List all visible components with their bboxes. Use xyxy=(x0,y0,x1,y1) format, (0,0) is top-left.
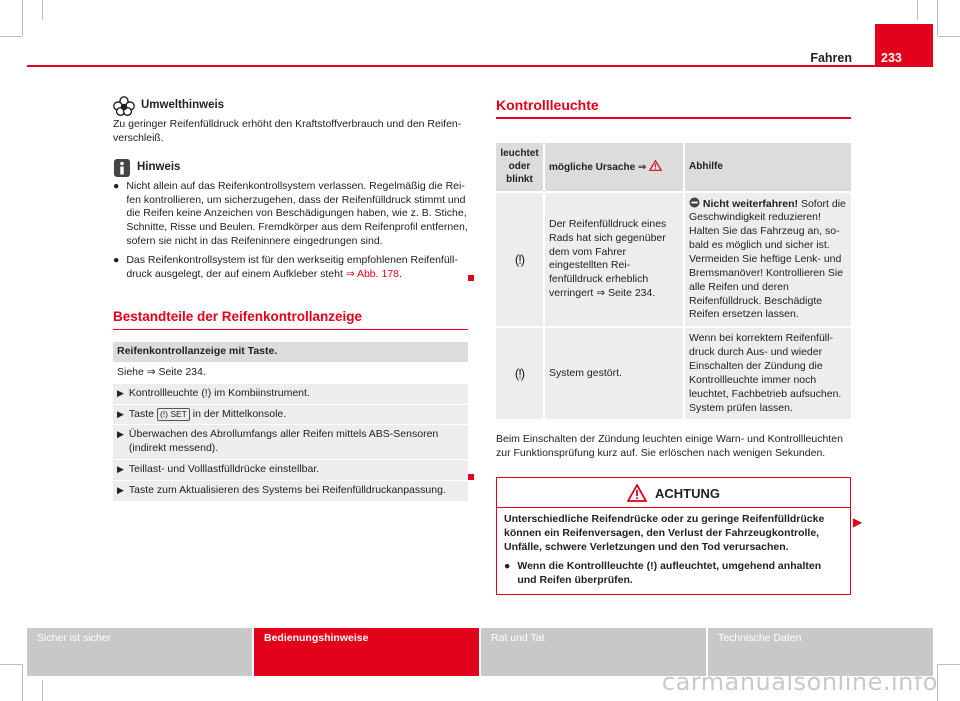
hint-bullet-text: Nicht allein auf das Reifenkontrollsystem verlassen. Regelmäßig die Reifen kontrollieren, um sicherzugehen, dass der Reifenfülldruck stimmt und die Reifen keine Anzeichen von Beschädigungen haben, wie z. B. Stiche, Schnitte, Risse und Beulen. Fremdkörper aus dem Reifenprofil entfernen, sofern sie nicht in das Reifeninnere eingedrungen sind. xyxy=(126,179,468,248)
page-title: Fahren xyxy=(810,51,852,65)
arrow-right-icon: ▶ xyxy=(117,408,124,419)
crop-mark xyxy=(938,664,960,665)
set-button-key: (!) SET xyxy=(157,408,190,421)
header-rule xyxy=(27,65,933,67)
hint-bullet-text: Das Reifenkontrollsystem ist für den werkseitig empfohlenen Reifenfülldruck ausgelegt, der auf einem Aufkleber steht xyxy=(126,254,458,280)
arrow-right-icon: ▶ xyxy=(117,464,124,475)
list-item-text: Teillast- und Volllastfülldrücke einstellbar. xyxy=(128,463,320,476)
remedy-strong: Nicht weiterfahren! xyxy=(702,197,799,210)
column-header-remedy: Abhilfe xyxy=(684,143,851,192)
footer-tab-operating[interactable]: Bedienungshinweise xyxy=(254,628,481,676)
components-table-header: Reifenkontrollanzeige mit Taste. xyxy=(113,342,468,362)
warning-title: ACHTUNG xyxy=(655,485,720,501)
warning-text: Unterschiedliche Reifendrücke oder zu geringe Reifenfülldrücke können ein Reifenversagen, den Verlust der Fahrzeugkontrolle, Unfälle, schwere Verletzungen und den Tod verursachen. xyxy=(504,513,825,553)
crop-mark xyxy=(22,0,23,36)
table-row xyxy=(496,192,851,328)
section-end-marker xyxy=(468,275,474,281)
footer-tab-safety[interactable]: Sicher ist sicher xyxy=(27,628,254,676)
arrow-right-icon: ▶ xyxy=(117,429,124,440)
section-rule xyxy=(113,329,468,331)
flower-icon xyxy=(113,96,135,116)
warning-bullet-text xyxy=(517,560,843,588)
remedy-text: Sofort die Geschwindigkeit reduzieren! Halten Sie das Fahrzeug an, sobald es möglich und sicher ist. Vermeiden Sie heftige Lenk- und Bremsmanöver! Kontrollieren Sie alle Reifen und deren Reifenfülldruck. Beschädigte Reifen ersetzen lassen. xyxy=(689,197,846,321)
list-item-text xyxy=(129,408,286,422)
table-header-row xyxy=(496,143,851,192)
warning-box xyxy=(496,477,851,595)
environment-note-heading xyxy=(113,96,468,116)
list-item xyxy=(113,425,468,459)
hint-heading xyxy=(113,158,468,178)
warning-triangle-icon xyxy=(649,160,662,171)
info-icon xyxy=(113,158,131,178)
components-see-reference[interactable]: Siehe ⇒ Seite 234. xyxy=(113,363,468,383)
right-column xyxy=(496,96,851,595)
ignition-note: Beim Einschalten der Zündung leuchten einige Warn- und Kontrollleuchten zur Funktionsprüfung kurz auf. Sie erlöschen nach wenigen Sekunden. xyxy=(496,433,843,460)
indicator-table xyxy=(496,143,851,419)
section-end-marker xyxy=(468,474,474,480)
remedy-cell xyxy=(684,192,851,328)
components-section-title: Bestandteile der Reifenkontrollanzeige xyxy=(113,308,363,324)
crop-mark xyxy=(42,680,43,701)
tpms-warning-icon: (!) xyxy=(646,559,658,572)
list-item xyxy=(113,405,468,425)
warning-bullet-before: Wenn die Kontrollleuchte xyxy=(517,559,644,572)
item-text: Kontrollleuchte xyxy=(128,386,199,399)
list-item-text: Taste zum Aktualisieren des Systems bei Reifenfülldruckanpassung. xyxy=(128,484,446,497)
footer-tab-technical[interactable]: Technische Daten xyxy=(708,628,933,676)
item-text: Taste xyxy=(128,407,155,420)
left-column xyxy=(113,96,468,502)
column-header-status: leuchtet oder blinkt xyxy=(496,143,544,192)
warning-body xyxy=(497,508,850,594)
cause-header-text: mögliche Ursache ⇒ xyxy=(549,161,647,173)
footer-tab-advice[interactable]: Rat und Tat xyxy=(481,628,708,676)
crop-mark xyxy=(0,664,22,665)
list-item xyxy=(113,481,468,501)
warning-bullet-after: aufleuchtet, umgehend anhalten und Reifen überprüfen. xyxy=(517,559,822,586)
column-header-cause xyxy=(544,143,684,192)
crop-mark xyxy=(937,0,938,36)
section-rule xyxy=(496,117,851,119)
list-item xyxy=(113,460,468,480)
hint-bullet xyxy=(113,254,468,282)
crop-mark xyxy=(938,36,960,37)
crop-mark xyxy=(22,664,23,701)
stop-icon xyxy=(689,197,700,208)
arrow-right-icon: ▶ xyxy=(117,387,124,398)
hint-bullet-suffix: . xyxy=(399,267,402,280)
tpms-warning-icon: (!) xyxy=(496,192,544,328)
bullet-dot: ● xyxy=(504,559,511,572)
crop-mark xyxy=(917,0,918,20)
arrow-right-icon: ▶ xyxy=(117,485,124,496)
warning-triangle-icon xyxy=(627,484,647,502)
watermark: carmanualsonline.info xyxy=(661,668,938,697)
list-item-text: Überwachen des Abrollumfangs aller Reifen mittels ABS-Sensoren (indirekt messend). xyxy=(128,428,439,455)
figure-link[interactable]: ⇒ Abb. 178 xyxy=(345,267,399,280)
tpms-warning-icon: (!) xyxy=(496,327,544,419)
bullet-dot: ● xyxy=(113,179,120,192)
warning-heading xyxy=(497,478,850,508)
tpms-warning-icon: (!) xyxy=(201,386,212,399)
continue-arrow-icon: ▶ xyxy=(853,515,863,529)
table-row xyxy=(496,327,851,419)
cause-cell: System gestört. xyxy=(544,327,684,419)
remedy-cell: Wenn bei korrektem Reifenfülldruck durch Aus- und wieder Einschalten der Zündung die Kontrollleuchte immer noch leuchtet, Fachbetrieb aufsuchen. System prüfen lassen. xyxy=(684,327,851,419)
environment-note-text: Zu geringer Reifenfülldruck erhöht den Kraftstoffverbrauch und den Reifenverschleiß. xyxy=(113,118,462,144)
list-item xyxy=(113,384,468,404)
hint-bullet xyxy=(113,180,468,249)
environment-note-title: Umwelthinweis xyxy=(141,99,225,112)
page-number: 233 xyxy=(875,24,933,67)
bullet-dot: ● xyxy=(113,254,120,267)
warning-bullet xyxy=(504,560,843,588)
hint-title: Hinweis xyxy=(137,161,181,174)
item-text: in der Mittelkonsole. xyxy=(192,407,287,420)
item-text: im Kombiinstrument. xyxy=(214,386,310,399)
components-table xyxy=(113,342,468,501)
cause-cell: Der Reifenfülldruck eines Rads hat sich gegenüber dem vom Fahrer eingestellten Reifenfülldruck erheblich verringert ⇒ Seite 234. xyxy=(544,192,684,328)
hint-bullet-text-2 xyxy=(126,254,468,282)
crop-mark xyxy=(0,36,22,37)
list-item-text xyxy=(129,387,310,401)
indicator-section-title: Kontrollleuchte xyxy=(496,97,599,113)
crop-mark xyxy=(42,0,43,20)
